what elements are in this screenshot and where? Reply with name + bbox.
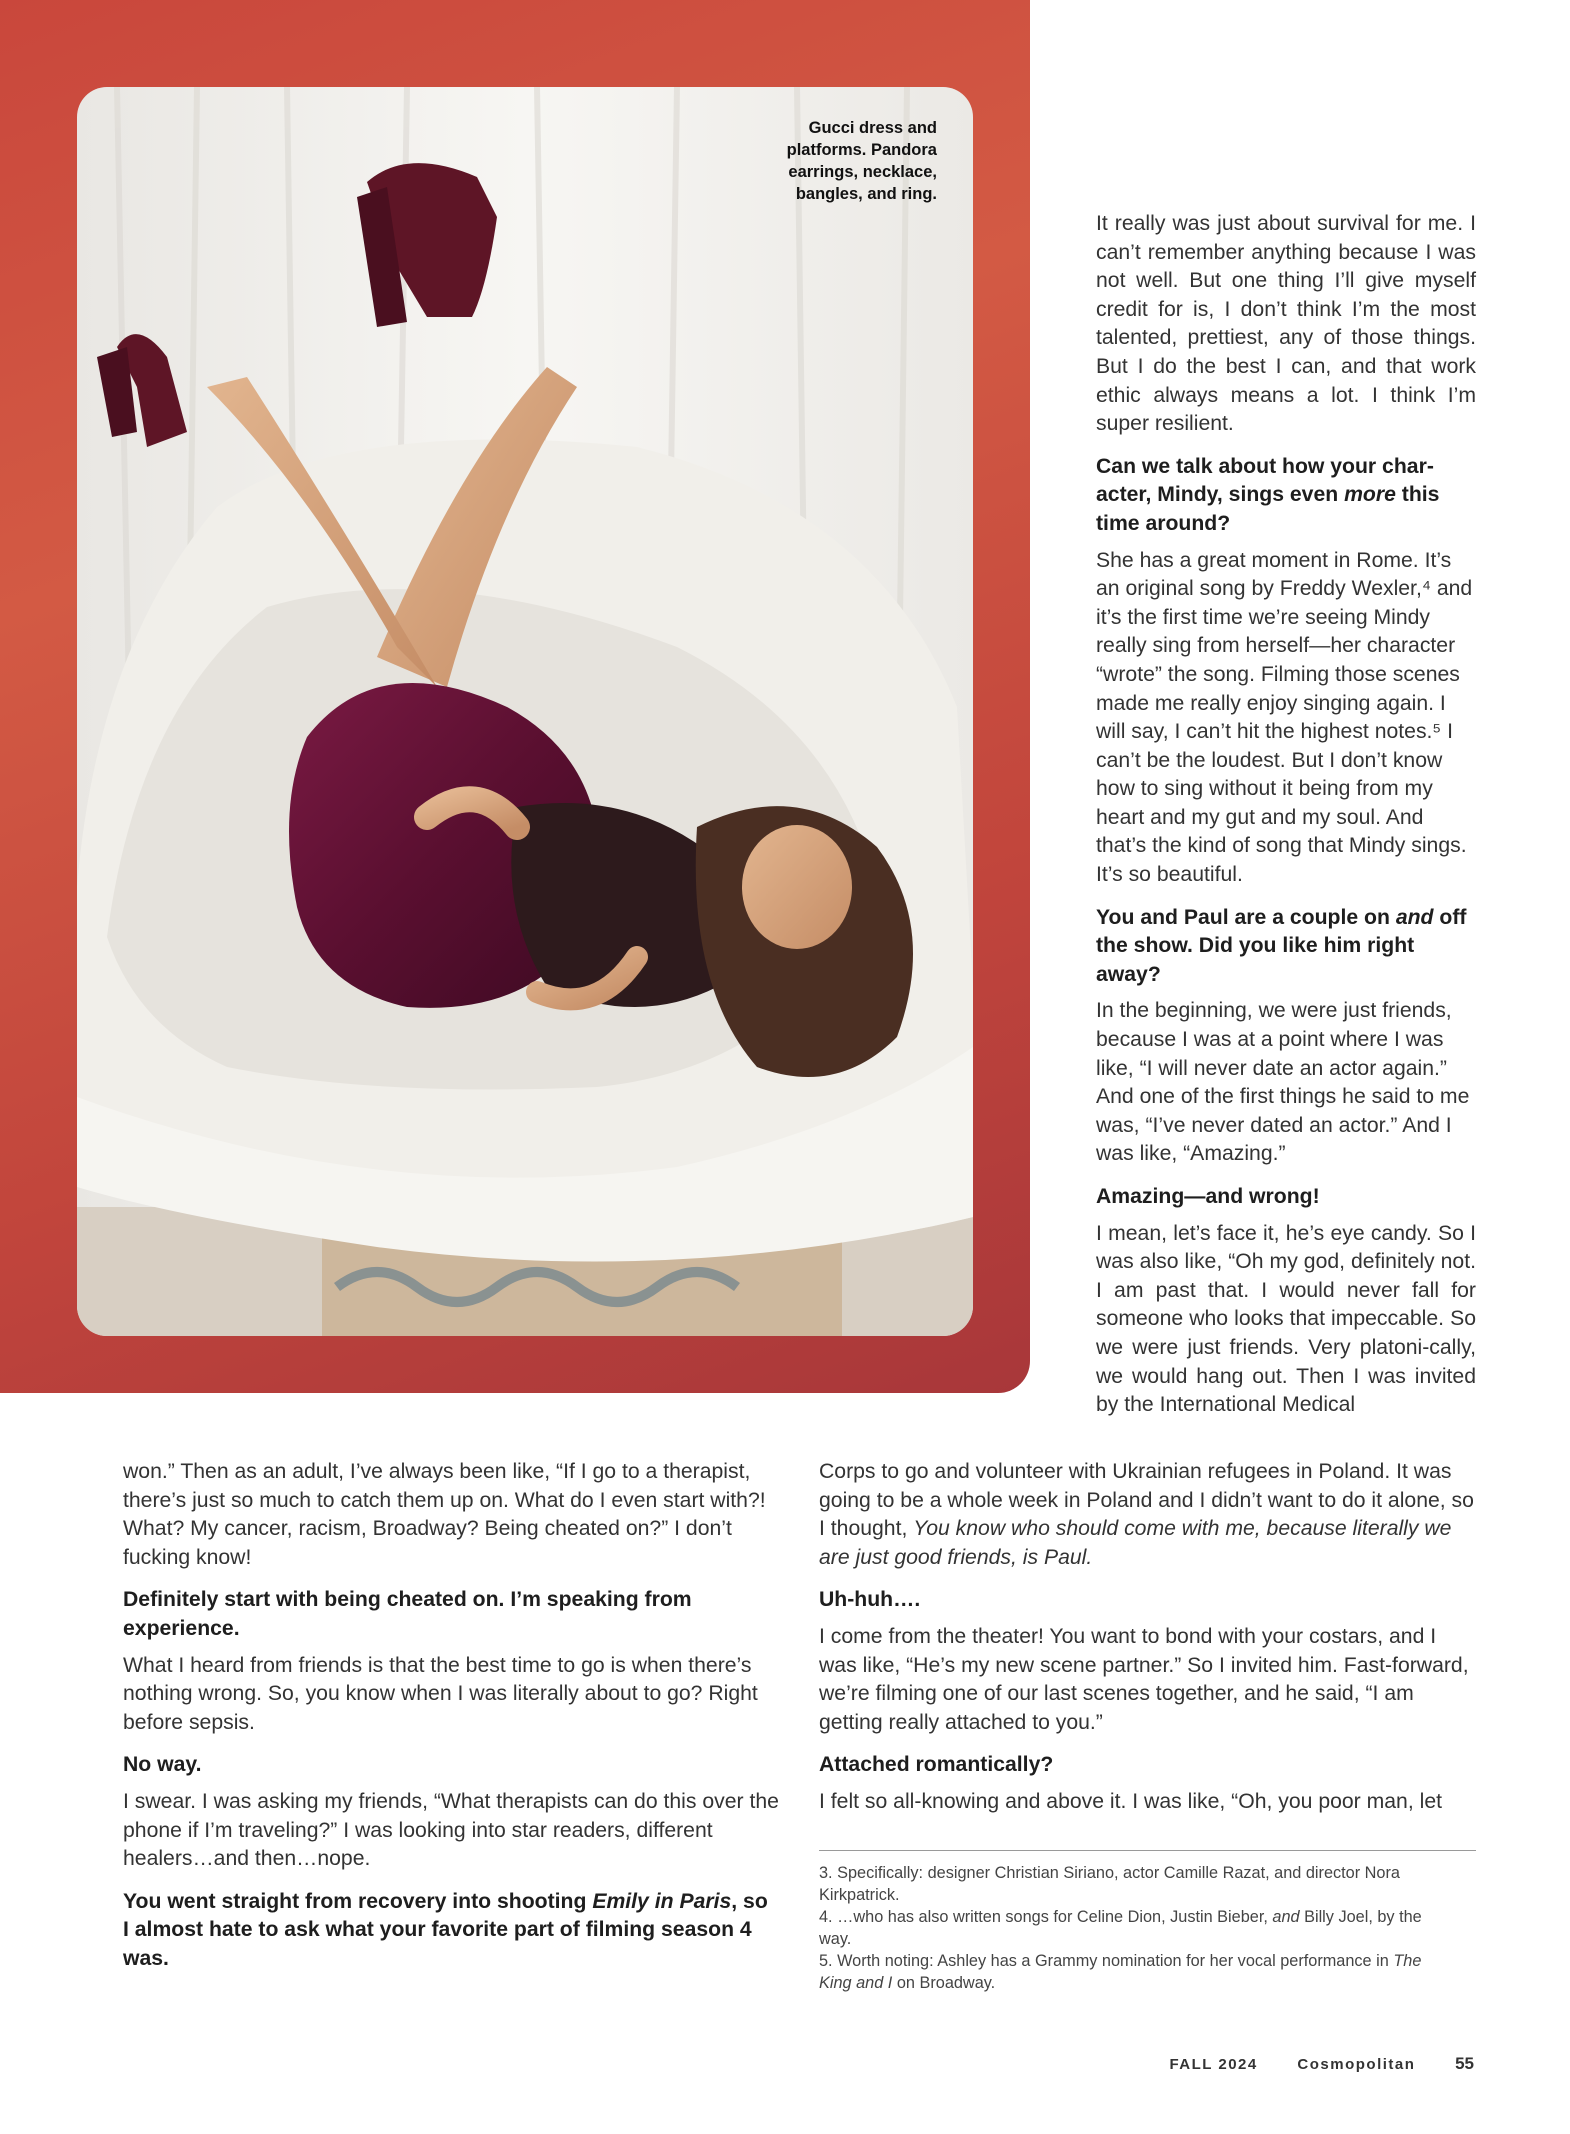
photo-illustration: [77, 87, 973, 1336]
question: [1096, 453, 1476, 539]
question-text: , so I almost hate to ask what your favorite part of filming season 4 was.: [123, 1889, 768, 1970]
question: No way.: [123, 1753, 202, 1777]
question: [1096, 904, 1476, 990]
question-emphasis: and: [1395, 905, 1434, 929]
page-folio: [1169, 2054, 1474, 2074]
page-number: 55: [1455, 2054, 1474, 2073]
answer-emphasis: You know who should come with me, because literally we are just good friends, is Paul.: [819, 1517, 1452, 1569]
answer-paragraph: I come from the theater! You want to bond with your costars, and I was like, “He’s my new scene partner.” So I invited him. Fast-forward, we’re filming one of our last scenes together, and he said, “I am getting really attached to you.”: [819, 1624, 1469, 1734]
caption-line: earrings, necklace,: [788, 163, 937, 181]
caption-line: bangles, and ring.: [795, 185, 937, 203]
question: Attached romantically?: [819, 1753, 1054, 1777]
question-text: Can we talk about how your char-acter, Mindy, sings even: [1096, 454, 1434, 507]
issue-season: FALL 2024: [1169, 2056, 1258, 2073]
footnote-divider: [819, 1850, 1476, 1851]
footnote-emphasis: The King and I: [819, 1952, 1422, 1992]
question: [123, 1888, 779, 1974]
answer-paragraph: In the beginning, we were just friends, because I was at a point where I was like, “I will never date an actor again.” And one of the first things he said to me was, “I’ve never dated an actor.” And I was like, “Amazing.”: [1096, 999, 1470, 1166]
answer-paragraph: It really was just about survival for me. I can’t remember anything because I was not well. But one thing I’ll give myself credit for is, I don’t think I’m the most talented, prettiest, any of those things. But I do the best I can, and that work ethic always means a lot. I think I’m super resilient.: [1096, 212, 1476, 436]
footnote-emphasis: and: [1272, 1908, 1300, 1926]
question-text: You and Paul are a couple on: [1096, 905, 1396, 929]
fashion-photo: [77, 87, 973, 1336]
question-emphasis: Emily in Paris: [592, 1889, 732, 1913]
footnote-text: on Broadway.: [892, 1974, 996, 1992]
magazine-name: Cosmopolitan: [1297, 2056, 1416, 2073]
footnote-text: 5. Worth noting: Ashley has a Grammy nomination for her vocal performance in: [819, 1952, 1394, 1970]
right-column-bottom: [819, 1458, 1476, 1831]
caption-line: Gucci dress and: [808, 119, 937, 137]
question-emphasis: more: [1344, 483, 1396, 507]
answer-paragraph: [819, 1458, 1476, 1572]
question-text: You went straight from recovery into shooting: [123, 1889, 593, 1913]
answer-text: Corps to go and volunteer with Ukrainian refugees in Poland. It was going to be a whole week in Poland and I didn’t want to do it alone, so I thought,: [819, 1460, 1474, 1541]
caption-line: platforms. Pandora: [786, 141, 937, 159]
footnote-3: 3. Specifically: designer Christian Siriano, actor Camille Razat, and director Nora Kirkpatrick.: [819, 1864, 1400, 1904]
answer-paragraph: She has a great moment in Rome. It’s an original song by Freddy Wexler,⁴ and it’s the first time we’re seeing Mindy really sing from herself—her character “wrote” the song. Filming those scenes made me really enjoy singing again. I will say, I can’t hit the highest notes.⁵ I can’t be the loudest. But I don’t know how to sing without it being from my heart and my gut and my soul. And that’s the kind of song that Mindy sings. It’s so beautiful.: [1096, 548, 1473, 887]
question: Definitely start with being cheated on. I’m speaking from experience.: [123, 1588, 692, 1640]
left-column: [123, 1458, 779, 1982]
question-text: this time around?: [1096, 483, 1440, 535]
footnote-text: 4. …who has also written songs for Celine Dion, Justin Bieber,: [819, 1908, 1273, 1926]
footnote-4: [819, 1906, 1449, 1950]
answer-paragraph: won.” Then as an adult, I’ve always been like, “If I go to a therapist, there’s just so much to catch them up on. What do I even start with?! What? My cancer, racism, Broadway? Being cheated on?” I don’t fucking know!: [123, 1460, 766, 1569]
right-column-top: [1096, 210, 1476, 1434]
footnote-text: Billy Joel, by the way.: [819, 1908, 1422, 1948]
question: Uh-huh….: [819, 1588, 921, 1612]
footnotes: [819, 1862, 1449, 1994]
question: Amazing—and wrong!: [1096, 1185, 1320, 1208]
question-text: off the show. Did you like him right away?: [1096, 905, 1467, 986]
answer-paragraph: What I heard from friends is that the best time to go is when there’s nothing wrong. So, you know when I was literally about to go? Right before sepsis.: [123, 1653, 758, 1734]
footnote-5: [819, 1950, 1449, 1994]
answer-paragraph: I swear. I was asking my friends, “What therapists can do this over the phone if I’m traveling?” I was looking into star readers, different healers…and then…nope.: [123, 1789, 779, 1871]
photo-caption: [717, 117, 937, 205]
answer-paragraph: I felt so all-knowing and above it. I was like, “Oh, you poor man, let: [819, 1789, 1442, 1813]
answer-paragraph: I mean, let’s face it, he’s eye candy. So I was also like, “Oh my god, definitely not. I am past that. I would never fall for someone who looks that impeccable. So we were just friends. Very platoni-cally, we would hang out. Then I was invited by the International Medical: [1096, 1221, 1476, 1417]
